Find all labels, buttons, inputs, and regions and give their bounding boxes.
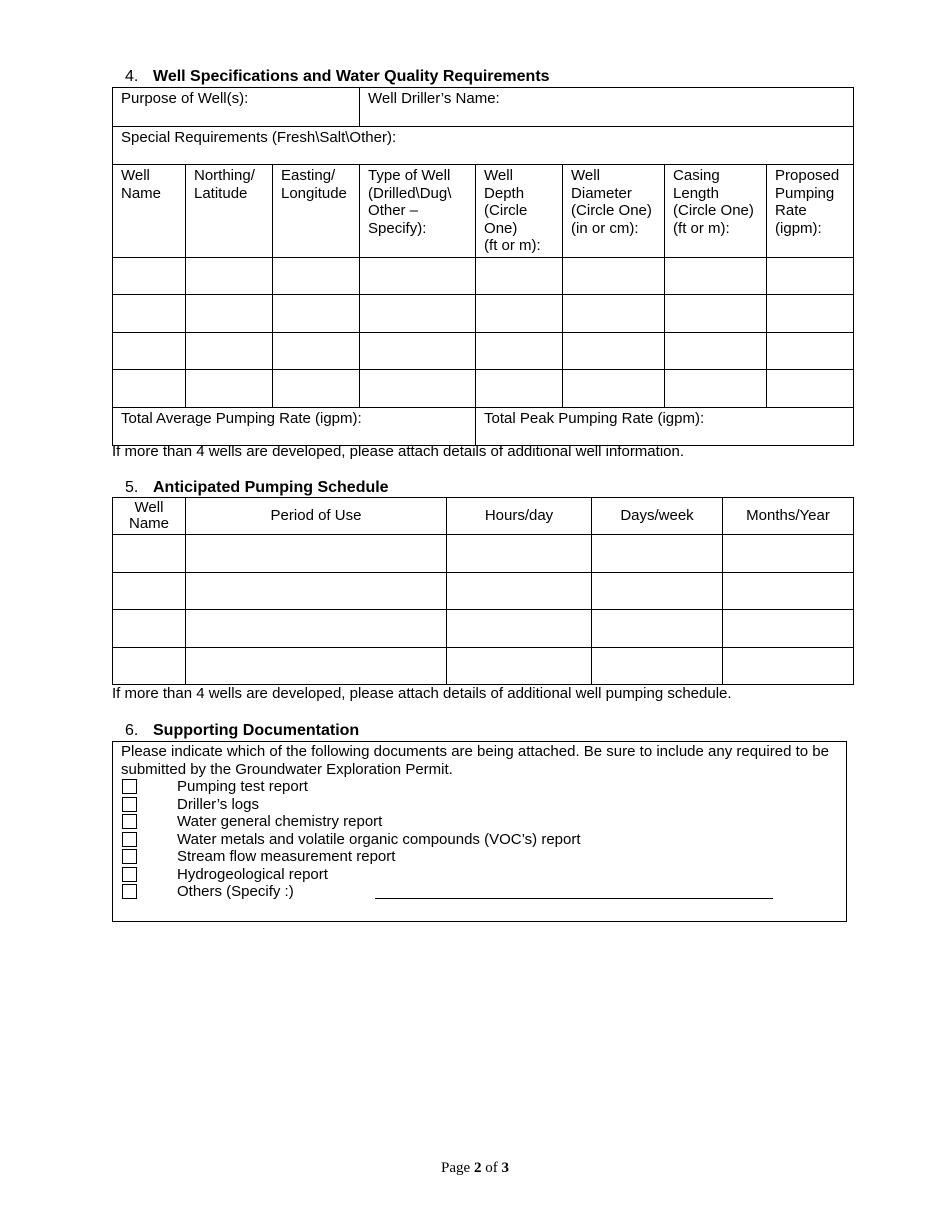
- schedule-cell[interactable]: [592, 610, 723, 648]
- well-table-row: [113, 370, 854, 408]
- document-checkbox[interactable]: [122, 832, 137, 847]
- well-col-well-depth: [476, 165, 563, 258]
- schedule-col-well-name-line2: Name: [128, 515, 169, 532]
- schedule-cell[interactable]: [592, 647, 723, 685]
- well-cell[interactable]: [665, 332, 767, 370]
- well-cell[interactable]: [113, 257, 186, 295]
- well-cell[interactable]: [273, 332, 360, 370]
- schedule-col-period-of-use: Period of Use: [186, 498, 447, 535]
- well-col-header-line: Longitude: [281, 184, 347, 202]
- well-col-header-line: Casing: [673, 167, 720, 184]
- well-cell[interactable]: [563, 295, 665, 333]
- document-checklist-item: [121, 831, 838, 849]
- section-4-heading: [125, 68, 550, 86]
- schedule-cell[interactable]: [186, 572, 447, 610]
- well-cell[interactable]: [563, 332, 665, 370]
- schedule-cell[interactable]: [113, 535, 186, 573]
- well-cell[interactable]: [476, 370, 563, 408]
- document-checklist: [121, 778, 838, 901]
- well-col-header-line: Northing/: [194, 167, 255, 184]
- document-checkbox[interactable]: [122, 814, 137, 829]
- well-cell[interactable]: [665, 295, 767, 333]
- document-checklist-item: [121, 848, 838, 866]
- well-col-header-line: (Circle One): [673, 202, 754, 219]
- well-cell[interactable]: [360, 332, 476, 370]
- section-5-title: Anticipated Pumping Schedule: [153, 479, 389, 496]
- schedule-row: [113, 647, 854, 685]
- well-cell[interactable]: [113, 295, 186, 333]
- schedule-cell[interactable]: [447, 647, 592, 685]
- schedule-cell[interactable]: [113, 572, 186, 610]
- well-cell[interactable]: [767, 257, 854, 295]
- well-col-header-line: Rate: [775, 202, 807, 219]
- document-checkbox[interactable]: [122, 779, 137, 794]
- well-cell[interactable]: [113, 370, 186, 408]
- well-col-header-line: (ft or m):: [484, 237, 541, 254]
- document-checklist-item: [121, 813, 838, 831]
- well-col-header-line: (ft or m):: [673, 219, 730, 237]
- well-driller-name-field[interactable]: [360, 88, 854, 127]
- purpose-of-wells-label: Purpose of Well(s):: [121, 90, 249, 107]
- schedule-row: [113, 535, 854, 573]
- schedule-cell[interactable]: [113, 647, 186, 685]
- well-cell[interactable]: [476, 257, 563, 295]
- page-of-word: of: [485, 1160, 498, 1176]
- well-col-header-line: Pumping: [775, 184, 835, 202]
- schedule-cell[interactable]: [447, 535, 592, 573]
- schedule-cell[interactable]: [186, 647, 447, 685]
- well-col-type-of-well: [360, 165, 476, 258]
- well-col-header-line: Well: [121, 167, 150, 184]
- well-cell[interactable]: [665, 370, 767, 408]
- document-label: Water metals and volatile organic compounds (VOC’s) report: [177, 830, 581, 848]
- well-table-row: [113, 295, 854, 333]
- well-col-header-line: (Circle: [484, 202, 528, 219]
- schedule-cell[interactable]: [447, 610, 592, 648]
- well-cell[interactable]: [767, 332, 854, 370]
- well-table-row: [113, 257, 854, 295]
- page-total: 3: [501, 1160, 509, 1176]
- well-table-header-row: [113, 165, 854, 258]
- well-col-easting-longitude: [273, 165, 360, 258]
- schedule-col-well-name: [113, 498, 186, 535]
- well-col-header-line: Name: [121, 184, 162, 202]
- section-4-number: 4.: [125, 68, 139, 85]
- well-col-header-line: One): [484, 219, 518, 237]
- page-word: Page: [441, 1160, 471, 1176]
- well-col-header-line: Proposed: [775, 167, 840, 184]
- well-cell[interactable]: [113, 332, 186, 370]
- well-table-row: [113, 332, 854, 370]
- schedule-col-months-per-year: Months/Year: [723, 498, 854, 535]
- document-checklist-item: [121, 778, 838, 796]
- schedule-cell[interactable]: [592, 535, 723, 573]
- well-col-header-line: (Circle One): [571, 202, 652, 219]
- well-col-header-line: Other –: [368, 202, 419, 219]
- page-current: 2: [473, 1160, 482, 1176]
- document-label: Hydrogeological report: [177, 865, 328, 883]
- total-peak-pumping-rate-field[interactable]: [476, 407, 854, 445]
- schedule-cell[interactable]: [113, 610, 186, 648]
- document-checkbox[interactable]: [122, 884, 137, 899]
- well-col-header-line: Easting/: [281, 167, 336, 184]
- well-col-well-name: [113, 165, 186, 258]
- well-cell[interactable]: [476, 332, 563, 370]
- well-col-header-line: (in or cm):: [571, 219, 639, 237]
- section-6-heading: [125, 722, 359, 740]
- well-cell[interactable]: [273, 257, 360, 295]
- section-5-number: 5.: [125, 479, 139, 496]
- well-col-header-line: Length: [673, 184, 719, 202]
- document-checkbox[interactable]: [122, 867, 137, 882]
- special-requirements-label: Special Requirements (Fresh\Salt\Other):: [121, 129, 397, 146]
- well-driller-name-label: Well Driller’s Name:: [368, 90, 500, 107]
- well-cell[interactable]: [360, 257, 476, 295]
- well-cell[interactable]: [186, 332, 273, 370]
- well-col-header-line: Depth: [484, 184, 525, 202]
- well-cell[interactable]: [767, 370, 854, 408]
- pumping-schedule-note: If more than 4 wells are developed, please attach details of additional well pumping schedule.: [112, 685, 732, 702]
- well-col-header-line: Diameter: [571, 184, 632, 202]
- schedule-col-days-per-week: Days/week: [592, 498, 723, 535]
- schedule-cell[interactable]: [592, 572, 723, 610]
- well-cell[interactable]: [563, 257, 665, 295]
- schedule-cell[interactable]: [723, 610, 854, 648]
- schedule-cell[interactable]: [723, 572, 854, 610]
- section-4-title: Well Specifications and Water Quality Requirements: [153, 68, 550, 85]
- document-checklist-item: [121, 796, 838, 814]
- schedule-col-well-name-line1: Well: [134, 499, 164, 516]
- document-checklist-item: [121, 866, 838, 884]
- well-cell[interactable]: [360, 295, 476, 333]
- schedule-cell[interactable]: [186, 610, 447, 648]
- well-col-header-line: (Drilled\Dug\: [368, 184, 452, 202]
- well-cell[interactable]: [273, 295, 360, 333]
- well-col-header-line: Latitude: [194, 184, 248, 202]
- well-col-header-line: Well: [484, 167, 513, 184]
- section-6-number: 6.: [125, 722, 139, 739]
- total-average-pumping-rate-field[interactable]: [113, 407, 476, 445]
- schedule-header-row: [113, 498, 854, 535]
- well-col-header-line: Specify):: [368, 219, 427, 237]
- well-cell[interactable]: [360, 370, 476, 408]
- well-specifications-table: [112, 87, 854, 446]
- well-col-northing-latitude: [186, 165, 273, 258]
- section-5-heading: [125, 479, 389, 497]
- well-col-header-line: (igpm):: [775, 219, 822, 237]
- well-cell[interactable]: [186, 370, 273, 408]
- schedule-cell[interactable]: [723, 647, 854, 685]
- special-requirements-field[interactable]: [113, 127, 854, 165]
- well-col-casing-length: [665, 165, 767, 258]
- section-6-title: Supporting Documentation: [153, 722, 360, 739]
- schedule-cell[interactable]: [447, 572, 592, 610]
- supporting-documentation-intro: Please indicate which of the following documents are being attached. Be sure to include any required to be submitted by the Groundwater Exploration Permit.: [121, 743, 829, 778]
- well-info-note: If more than 4 wells are developed, please attach details of additional well information.: [112, 443, 684, 460]
- schedule-cell[interactable]: [186, 535, 447, 573]
- well-cell[interactable]: [767, 295, 854, 333]
- pumping-schedule-table: [112, 497, 854, 685]
- document-checkbox[interactable]: [122, 797, 137, 812]
- page-number: [0, 1160, 950, 1177]
- document-label: Others (Specify :): [177, 883, 294, 901]
- well-col-well-diameter: [563, 165, 665, 258]
- document-label: Water general chemistry report: [177, 813, 383, 830]
- others-specify-input[interactable]: [375, 898, 773, 899]
- document-label: Driller’s logs: [177, 795, 259, 813]
- well-cell[interactable]: [186, 295, 273, 333]
- document-label: Pumping test report: [177, 778, 308, 795]
- well-col-header-line: Well: [571, 167, 600, 184]
- schedule-row: [113, 572, 854, 610]
- well-cell[interactable]: [273, 370, 360, 408]
- schedule-row: [113, 610, 854, 648]
- schedule-cell[interactable]: [723, 535, 854, 573]
- well-cell[interactable]: [563, 370, 665, 408]
- supporting-documentation-box: [112, 741, 847, 922]
- purpose-of-wells-field[interactable]: [113, 88, 360, 127]
- well-cell[interactable]: [186, 257, 273, 295]
- well-cell[interactable]: [665, 257, 767, 295]
- well-col-header-line: Type of Well: [368, 167, 451, 184]
- well-cell[interactable]: [476, 295, 563, 333]
- total-peak-pumping-rate-label: Total Peak Pumping Rate (igpm):: [484, 409, 705, 427]
- document-checklist-item: [121, 883, 838, 901]
- document-checkbox[interactable]: [122, 849, 137, 864]
- document-label: Stream flow measurement report: [177, 848, 396, 865]
- schedule-col-hours-per-day: Hours/day: [447, 498, 592, 535]
- well-col-proposed-pumping-rate: [767, 165, 854, 258]
- total-average-pumping-rate-label: Total Average Pumping Rate (igpm):: [121, 409, 362, 427]
